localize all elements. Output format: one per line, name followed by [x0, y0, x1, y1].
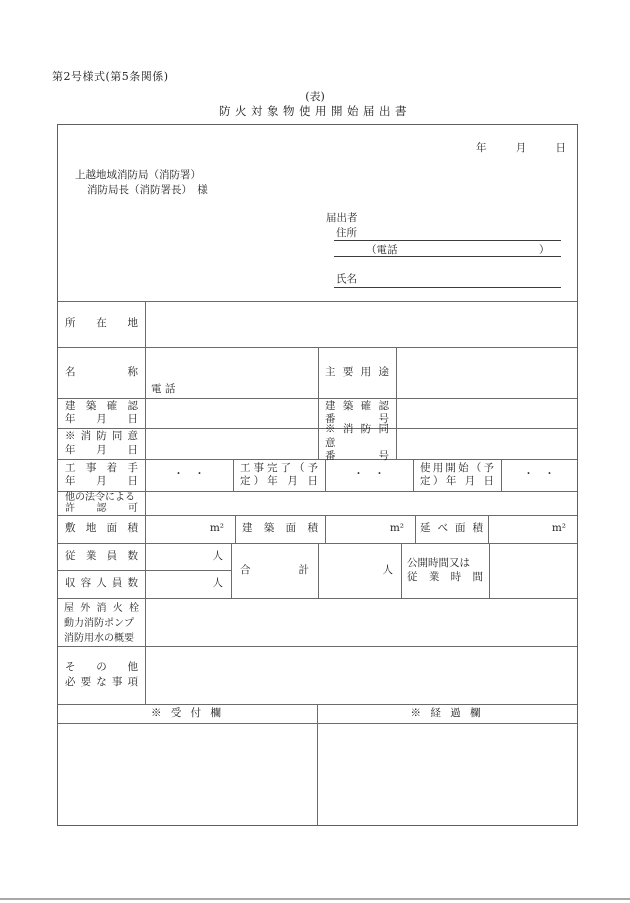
form-title: 防火対象物使用開始届出書 — [219, 104, 411, 118]
phone-open-label: （電話 — [366, 244, 398, 256]
page-bottom-edge-artifact — [0, 898, 630, 900]
address-underline — [334, 240, 561, 241]
fire-consent-date-value-cell — [145, 428, 318, 459]
fire-consent-number-value-cell — [396, 428, 577, 459]
location-label: 所 在 地 — [65, 317, 138, 330]
capacity-label: 収 容 人 員 数 — [65, 577, 138, 590]
open-hours-label: 公開時間又は 従 業 時 間 — [407, 557, 483, 583]
other-law-value-cell — [145, 491, 577, 515]
fire-equipment-label: 屋 外 消 火 栓 動力消防ポンプ 消防用水の概要 — [64, 603, 139, 644]
site-area-label: 敷 地 面 積 — [65, 522, 138, 535]
employees-label: 従 業 員 数 — [65, 549, 138, 562]
building-area-label: 建 築 面 積 — [242, 522, 318, 535]
building-confirmation-number-label: 建 築 確 認 番 号 — [325, 399, 389, 425]
building-confirmation-date-value-cell — [145, 398, 318, 428]
notifier-label: 届出者 — [326, 212, 358, 224]
total-floor-area-value: m² — [551, 522, 566, 535]
site-area-value: m² — [209, 522, 224, 535]
open-hours-value-cell — [489, 543, 577, 598]
construction-end-label: 工事完了（予 定）年 月 日 — [240, 461, 318, 487]
date-line: 年 月 日 — [476, 142, 566, 154]
employees-value: 人 — [212, 549, 223, 562]
progress-column-header: ※ 経 過 欄 — [410, 706, 484, 719]
total-value: 人 — [382, 563, 393, 576]
construction-end-value: ・ ・ — [353, 468, 385, 481]
capacity-value: 人 — [212, 577, 223, 590]
form-sheet — [57, 124, 578, 826]
phone-underline — [334, 256, 561, 257]
fire-equipment-value-cell — [145, 598, 577, 646]
sheet-side-label: (表) — [305, 90, 325, 103]
other-law-label: 他の法令による 許 認 可 — [65, 491, 138, 514]
recipient-line1: 上越地域消防局（消防署） — [75, 169, 201, 181]
building-area-value: m² — [389, 522, 404, 535]
main-use-value-cell — [396, 347, 577, 398]
name-label: 氏名 — [336, 273, 357, 285]
location-value-cell — [145, 301, 577, 347]
recipient-line2: 消防局長（消防署長） 様 — [87, 184, 208, 196]
total-floor-area-label: 延 べ 面 積 — [420, 522, 483, 535]
other-items-label: そ の 他 必 要 な 事 項 — [65, 661, 138, 688]
form-number: 第2号様式(第5条関係) — [52, 70, 169, 83]
use-start-value: ・ ・ — [523, 468, 555, 481]
reception-area — [58, 723, 317, 825]
fire-consent-number-label: ※ 消 防 同 意 番 号 — [325, 423, 389, 463]
reception-column-header: ※ 受 付 欄 — [150, 706, 224, 719]
building-confirmation-date-label: 建 築 確 認 年 月 日 — [65, 399, 138, 425]
name-underline — [334, 287, 561, 288]
use-start-label: 使用開始（予 定）年 月 日 — [420, 461, 494, 487]
total-label: 合 計 — [240, 563, 309, 576]
phone-close-label: ） — [539, 244, 550, 256]
main-use-label: 主 要 用 途 — [325, 365, 389, 378]
building-confirmation-number-value-cell — [396, 398, 577, 428]
other-items-value-cell — [145, 646, 577, 704]
phone-sub-label: 電 話 — [151, 383, 176, 395]
fire-consent-date-label: ※ 消 防 同 意 年 月 日 — [65, 430, 138, 456]
building-name-label: 名 称 — [65, 365, 138, 378]
construction-start-label: 工 事 着 手 年 月 日 — [65, 461, 138, 487]
address-label: 住所 — [336, 227, 357, 239]
progress-area — [317, 723, 577, 825]
construction-start-value: ・ ・ — [173, 468, 205, 481]
